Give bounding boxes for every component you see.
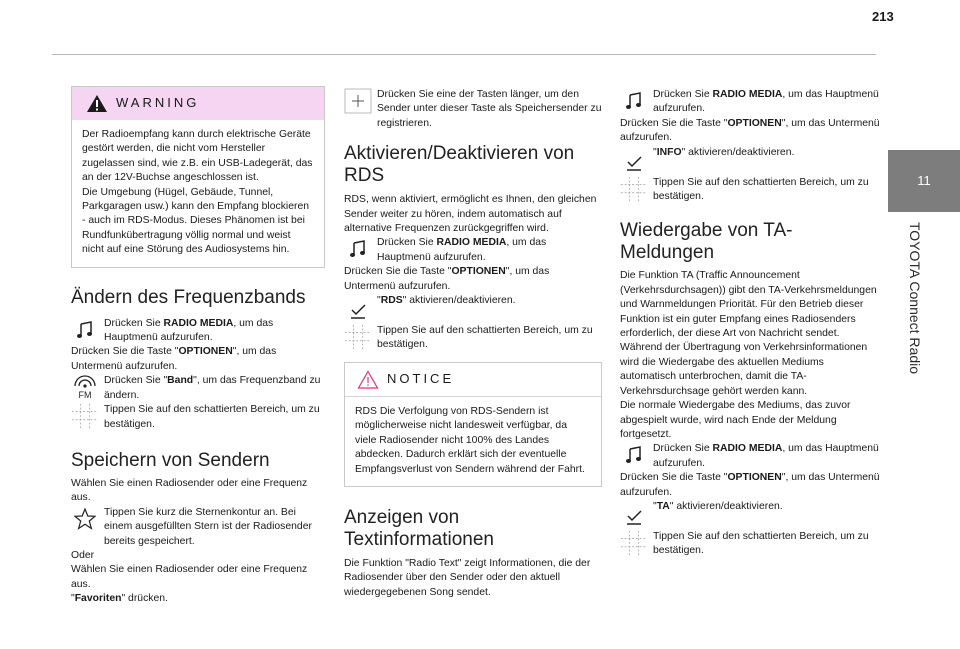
- shaded-area-icon: [620, 176, 648, 202]
- frequency-step-options: Drücken Sie die Taste "OPTIONEN", um das Untermenü aufzurufen.: [71, 346, 277, 372]
- ta-step-toggle: "TA" aktivieren/deaktivieren.: [620, 500, 882, 530]
- chapter-tab: 11: [888, 150, 960, 212]
- warning-text: Der Radioempfang kann durch elektrische Geräte gestört werden, die nicht vom Hersteller zugelassen sind, wie z.B. ein USB-Ladegerät, das an der 12V-Buchse angeschlossen ist.: [82, 129, 313, 184]
- column-1: [71, 86, 325, 607]
- warning-box: [71, 86, 325, 268]
- rds-intro: RDS, wenn aktiviert, ermöglicht es Ihnen, den gleichen Sender weiter zu hören, indem automatisch auf alternative Frequenzen zurückgegriffen wird.: [344, 194, 597, 235]
- checkbox-icon: [344, 298, 372, 324]
- ta-step-confirm: Tippen Sie auf den schattierten Bereich, um zu bestätigen.: [620, 530, 882, 559]
- warning-icon: [86, 94, 108, 113]
- save-step-favorites: "Favoriten" drücken.: [71, 593, 168, 605]
- music-note-icon: [344, 236, 372, 262]
- warning-label: WARNING: [116, 95, 200, 111]
- heading-save: Speichern von Sendern: [71, 449, 270, 471]
- frequency-step-confirm: Tippen Sie auf den schattierten Bereich, um zu bestätigen.: [71, 403, 325, 432]
- save-intro-2: Wählen Sie einen Radiosender oder eine Frequenz aus.: [71, 564, 308, 590]
- notice-header: [345, 363, 601, 397]
- notice-text: RDS Die Verfolgung von RDS-Sendern ist möglicherweise nicht landesweit verfügbar, da viele Radiosender nicht 100% des Landes abdecken. Dadurch erklärt sich der eventuelle Empfangsverlust von Sendern während der Fahrt.: [355, 405, 585, 475]
- save-step-star: Tippen Sie kurz die Sternenkontur an. Bei einem ausgefüllten Stern ist der Radiosender bereits gespeichert.: [71, 506, 325, 549]
- svg-text:FM: FM: [78, 390, 92, 400]
- header-rule: [52, 54, 876, 55]
- shaded-area-icon: [344, 324, 372, 350]
- heading-ta: Wiedergabe von TA-Meldungen: [620, 220, 793, 264]
- page-number: 213: [872, 9, 894, 24]
- heading-frequency: Ändern des Frequenzbands: [71, 286, 306, 308]
- rds-step-options: Drücken Sie die Taste "OPTIONEN", um das Untermenü aufzurufen.: [344, 266, 550, 292]
- info-step-toggle: "INFO" aktivieren/deaktivieren.: [620, 146, 882, 176]
- info-step-confirm: Tippen Sie auf den schattierten Bereich, um zu bestätigen.: [620, 176, 882, 205]
- music-note-icon: [620, 88, 648, 114]
- save-or: Oder: [71, 549, 95, 561]
- radio-fm-icon: [71, 374, 99, 400]
- checkbox-icon: [620, 504, 648, 530]
- heading-rds: Aktivieren/Deaktivieren von RDS: [344, 143, 575, 187]
- star-outline-icon: [71, 506, 99, 532]
- checkbox-icon: [620, 150, 648, 176]
- warning-body: [72, 120, 324, 267]
- notice-box: [344, 362, 602, 487]
- notice-body: [345, 397, 601, 486]
- chapter-title-text: TOYOTA Connect Radio: [907, 222, 923, 374]
- ta-text: Die Funktion TA (Traffic Announcement (Verkehrsdurchsagen)) gibt den TA-Verkehrsmeldungen und Warnmeldungen Priorität. Für den Betrieb dieser Funktion ist ein guter Empfang eines Radiosenders erforderlich, der diese Art von Nachricht sendet. Während der Übertragung von Verkehrsinformationen wird die Wiedergabe des aktuellen Mediums automatisch unterbrochen, damit die TA-Verkehrsdurchsage gehört werden kann.: [620, 270, 877, 397]
- warning-text-2: Die Umgebung (Hügel, Gebäude, Tunnel, Parkgaragen usw.) kann den Empfang blockieren - auch im RDS-Modus. Dieses Phänomen ist bei Rundfunkübertragung völlig normal und weist nicht auf eine Störung des Audiosystems hin.: [82, 186, 310, 256]
- add-station-icon: [344, 88, 372, 114]
- frequency-step-radio-media: Drücken Sie RADIO MEDIA, um das Hauptmenü aufzurufen.: [71, 317, 325, 346]
- column-2: [344, 88, 602, 600]
- ta-step-radio-media: Drücken Sie RADIO MEDIA, um das Hauptmenü aufzurufen.: [620, 442, 882, 471]
- hold-step: Drücken Sie eine der Tasten länger, um den Sender unter dieser Taste als Speichersender zu registrieren.: [344, 88, 602, 131]
- text-info-text: Die Funktion "Radio Text" zeigt Informationen, die der Radiosender über den Sender oder den aktuell wiedergegebenen Song sendet.: [344, 557, 591, 598]
- rds-step-confirm: Tippen Sie auf den schattierten Bereich, um zu bestätigen.: [344, 324, 602, 353]
- ta-step-options: Drücken Sie die Taste "OPTIONEN", um das Untermenü aufzurufen.: [620, 472, 880, 498]
- info-step-radio-media: Drücken Sie RADIO MEDIA, um das Hauptmenü aufzurufen.: [620, 88, 882, 117]
- heading-text-info: Anzeigen von Textinformationen: [344, 506, 494, 550]
- frequency-step-band: FM Drücken Sie "Band", um das Frequenzband zu ändern.: [71, 374, 325, 403]
- ta-text-2: Die normale Wiedergabe des Mediums, das zuvor abgespielt wurde, wird nach Ende der Meldung fortgesetzt.: [620, 400, 851, 440]
- shaded-area-icon: [620, 530, 648, 556]
- column-3: [620, 88, 882, 559]
- chapter-title: [905, 222, 925, 382]
- save-intro: Wählen Sie einen Radiosender oder eine Frequenz aus.: [71, 477, 308, 504]
- music-note-icon: [620, 442, 648, 468]
- warning-header: [72, 87, 324, 120]
- shaded-area-icon: [71, 403, 99, 429]
- info-step-options: Drücken Sie die Taste "OPTIONEN", um das Untermenü aufzurufen.: [620, 117, 880, 144]
- notice-label: NOTICE: [387, 371, 455, 387]
- notice-icon: [357, 370, 379, 389]
- rds-step-radio-media: Drücken Sie RADIO MEDIA, um das Hauptmenü aufzurufen.: [344, 236, 602, 265]
- music-note-icon: [71, 317, 99, 343]
- rds-step-toggle: "RDS" aktivieren/deaktivieren.: [344, 294, 602, 324]
